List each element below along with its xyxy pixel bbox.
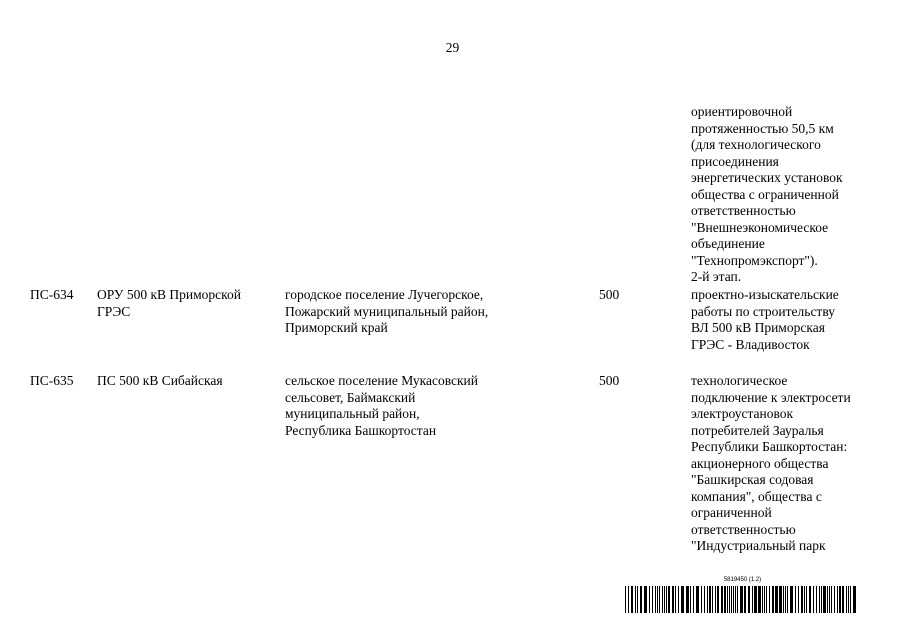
substation-name: ОРУ 500 кВ Приморской ГРЭС [97,287,242,319]
substation-code: ПС-634 [30,287,74,302]
substation-voltage: 500 [599,287,620,302]
continued-purpose-text: ориентировочной протяженностью 50,5 км (для технологического присоединения энергетических установок общества с ограниченной ответственностью "Внешнеэкономическое объединение "Технопромэкспорт"). 2-й этап. [691,104,843,284]
substation-code: ПС-635 [30,373,74,388]
substation-purpose: проектно-изыскательские работы по строительству ВЛ 500 кВ Приморская ГРЭС - Владивосток [691,287,839,352]
barcode-bars [625,586,860,613]
substation-location: городское поселение Лучегорское, Пожарский муниципальный район, Приморский край [285,287,489,335]
document-barcode [625,577,860,615]
substation-purpose: технологическое подключение к электросети электроустановок потребителей Зауралья Республики Башкортостан: акционерного общества "Башкирская содовая компания", общества с ограниченной ответственностью "Индустриальный парк [691,373,851,553]
substation-voltage: 500 [599,373,620,388]
barcode-label: 5819450 (1.2) [723,577,762,583]
substation-location: сельское поселение Мукасовский сельсовет, Баймакский муниципальный район, Республика Башкортостан [285,373,478,438]
page-number: 29 [445,40,460,55]
substation-name: ПС 500 кВ Сибайская [97,373,223,388]
